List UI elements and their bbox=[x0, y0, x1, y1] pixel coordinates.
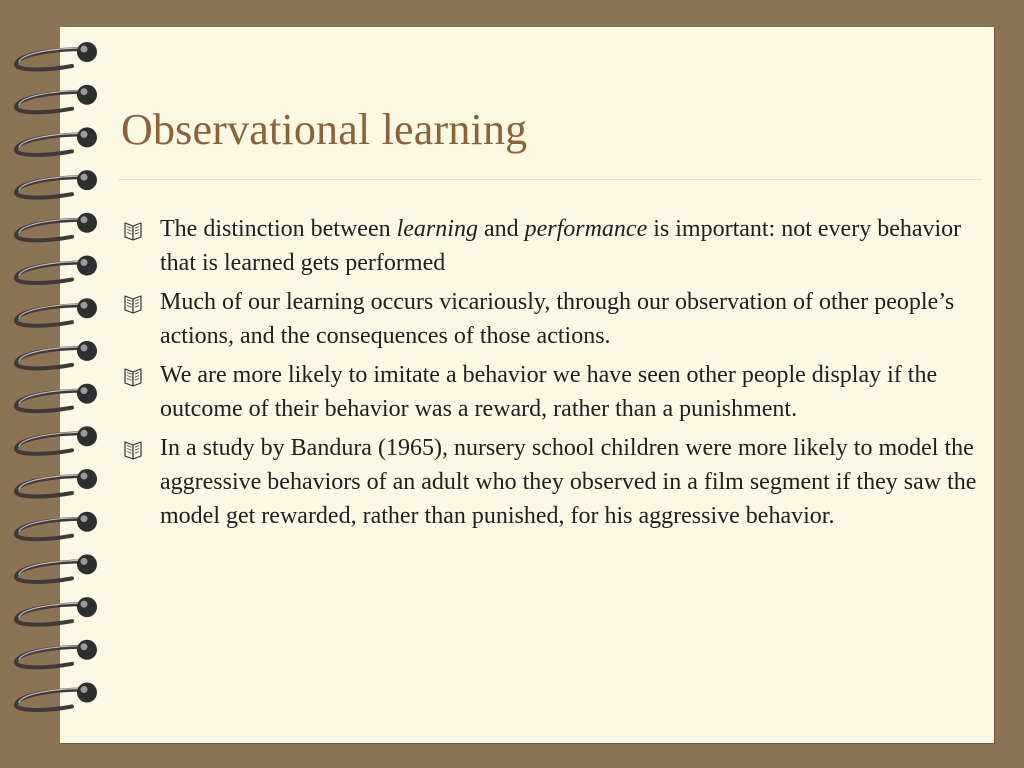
bullet-text-run: and bbox=[477, 216, 525, 242]
spiral-ring bbox=[16, 341, 97, 369]
spiral-ring bbox=[16, 554, 97, 582]
bullet-text bbox=[160, 216, 961, 276]
open-book-icon bbox=[122, 441, 144, 461]
emphasized-term: performance bbox=[524, 216, 648, 242]
bullet-text bbox=[160, 289, 954, 349]
spiral-ring bbox=[16, 85, 97, 113]
spiral-ring bbox=[16, 469, 97, 497]
spiral-ring bbox=[16, 640, 97, 668]
bullet-text-run: The distinction between bbox=[160, 216, 397, 242]
title-divider bbox=[118, 179, 982, 180]
spiral-binding bbox=[0, 0, 110, 768]
bullet-text-run: We are more likely to imitate a behavior we have seen other people display if the outcome of their behavior was a reward, rather than a punishment. bbox=[160, 362, 938, 422]
spiral-ring bbox=[16, 683, 97, 711]
bullet-item bbox=[122, 212, 977, 280]
bullet-text-run: Much of our learning occurs vicariously, through our observation of other people’s actions, and the consequences of those actions. bbox=[160, 289, 955, 349]
bullet-item bbox=[122, 358, 977, 426]
open-book-icon bbox=[122, 222, 144, 242]
bullet-text bbox=[160, 435, 976, 529]
spiral-ring bbox=[16, 256, 97, 284]
spiral-ring bbox=[16, 213, 97, 241]
bullet-text bbox=[160, 362, 937, 422]
spiral-ring bbox=[16, 42, 97, 70]
bullet-list bbox=[122, 212, 977, 538]
bullet-text-run: is important: not every behavior that is learned gets performed bbox=[160, 216, 962, 276]
spiral-ring bbox=[16, 298, 97, 326]
open-book-icon bbox=[122, 368, 144, 388]
slide-title: Observational learning bbox=[121, 105, 528, 154]
bullet-item bbox=[122, 285, 977, 353]
spiral-ring bbox=[16, 127, 97, 155]
spiral-ring bbox=[16, 426, 97, 454]
spiral-ring bbox=[16, 170, 97, 198]
bullet-item bbox=[122, 431, 977, 533]
bullet-text-run: In a study by Bandura (1965), nursery school children were more likely to model the aggressive behaviors of an adult who they observed in a film segment if they saw the model get rewarded, rather than punished, for his aggressive behavior. bbox=[160, 435, 977, 529]
spiral-ring bbox=[16, 384, 97, 412]
emphasized-term: learning bbox=[396, 216, 478, 242]
spiral-ring bbox=[16, 597, 97, 625]
open-book-icon bbox=[122, 295, 144, 315]
spiral-ring bbox=[16, 512, 97, 540]
